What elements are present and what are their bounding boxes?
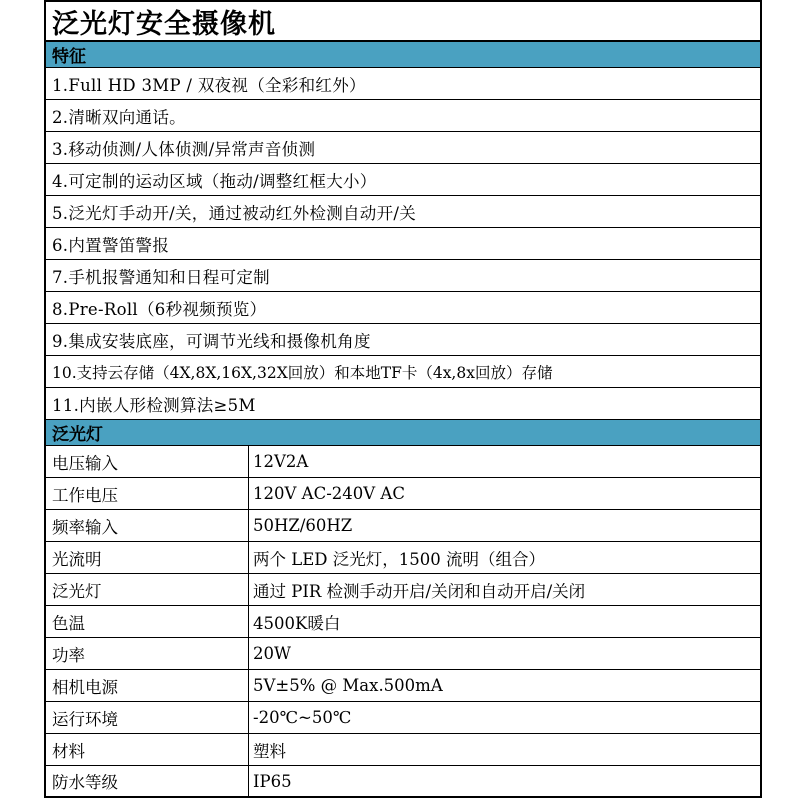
feature-item: 3.移动侦测/人体侦测/异常声音侦测 (46, 132, 760, 164)
spec-row (46, 766, 760, 798)
spec-label: 电压输入 (46, 446, 249, 477)
spec-value: 50HZ/60HZ (253, 516, 353, 535)
spec-label: 相机电源 (46, 670, 249, 701)
spec-label: 功率 (46, 638, 249, 669)
feature-item: 11.内嵌人形检测算法≥5M (46, 388, 760, 420)
floodlight-heading: 泛光灯 (46, 420, 760, 446)
spec-value: IP65 (253, 771, 292, 791)
feature-item: 7.手机报警通知和日程可定制 (46, 260, 760, 292)
feature-item: 8.Pre-Roll（6秒视频预览） (46, 292, 760, 324)
feature-item: 2.清晰双向通话。 (46, 100, 760, 132)
spec-value: 通过 PIR 检测手动开启/关闭和自动开启/关闭 (253, 581, 586, 601)
spec-label: 泛光灯 (46, 574, 249, 605)
spec-value: 5V±5% @ Max.500mA (253, 676, 443, 695)
spec-row (46, 510, 760, 542)
spec-row (46, 670, 760, 702)
spec-sheet (44, 0, 762, 798)
spec-row (46, 606, 760, 638)
spec-row (46, 638, 760, 670)
features-heading: 特征 (46, 42, 760, 68)
spec-row (46, 734, 760, 766)
spec-row (46, 446, 760, 478)
spec-value: -20℃~50℃ (253, 708, 352, 727)
spec-row (46, 542, 760, 574)
spec-label: 工作电压 (46, 478, 249, 509)
spec-value: 塑料 (253, 741, 286, 761)
spec-value: 20W (253, 644, 291, 663)
spec-row (46, 478, 760, 510)
feature-item: 5.泛光灯手动开/关，通过被动红外检测自动开/关 (46, 196, 760, 228)
spec-value: 两个 LED 泛光灯，1500 流明（组合） (253, 549, 545, 569)
spec-label: 光流明 (46, 542, 249, 573)
spec-label: 防水等级 (46, 766, 249, 796)
spec-row (46, 702, 760, 734)
spec-label: 频率输入 (46, 510, 249, 541)
page-title: 泛光灯安全摄像机 (46, 0, 760, 42)
feature-item: 9.集成安装底座，可调节光线和摄像机角度 (46, 324, 760, 356)
feature-item: 4.可定制的运动区域（拖动/调整红框大小） (46, 164, 760, 196)
spec-label: 运行环境 (46, 702, 249, 733)
spec-row (46, 574, 760, 606)
feature-item: 10.支持云存储（4X,8X,16X,32X回放）和本地TF卡（4x,8x回放）存储 (46, 356, 760, 388)
spec-value: 120V AC-240V AC (253, 484, 405, 503)
spec-value: 12V2A (253, 452, 309, 471)
spec-label: 材料 (46, 734, 249, 765)
feature-item: 6.内置警笛警报 (46, 228, 760, 260)
feature-item: 1.Full HD 3MP / 双夜视（全彩和红外） (46, 68, 760, 100)
spec-label: 色温 (46, 606, 249, 637)
spec-value: 4500K暖白 (253, 613, 341, 633)
